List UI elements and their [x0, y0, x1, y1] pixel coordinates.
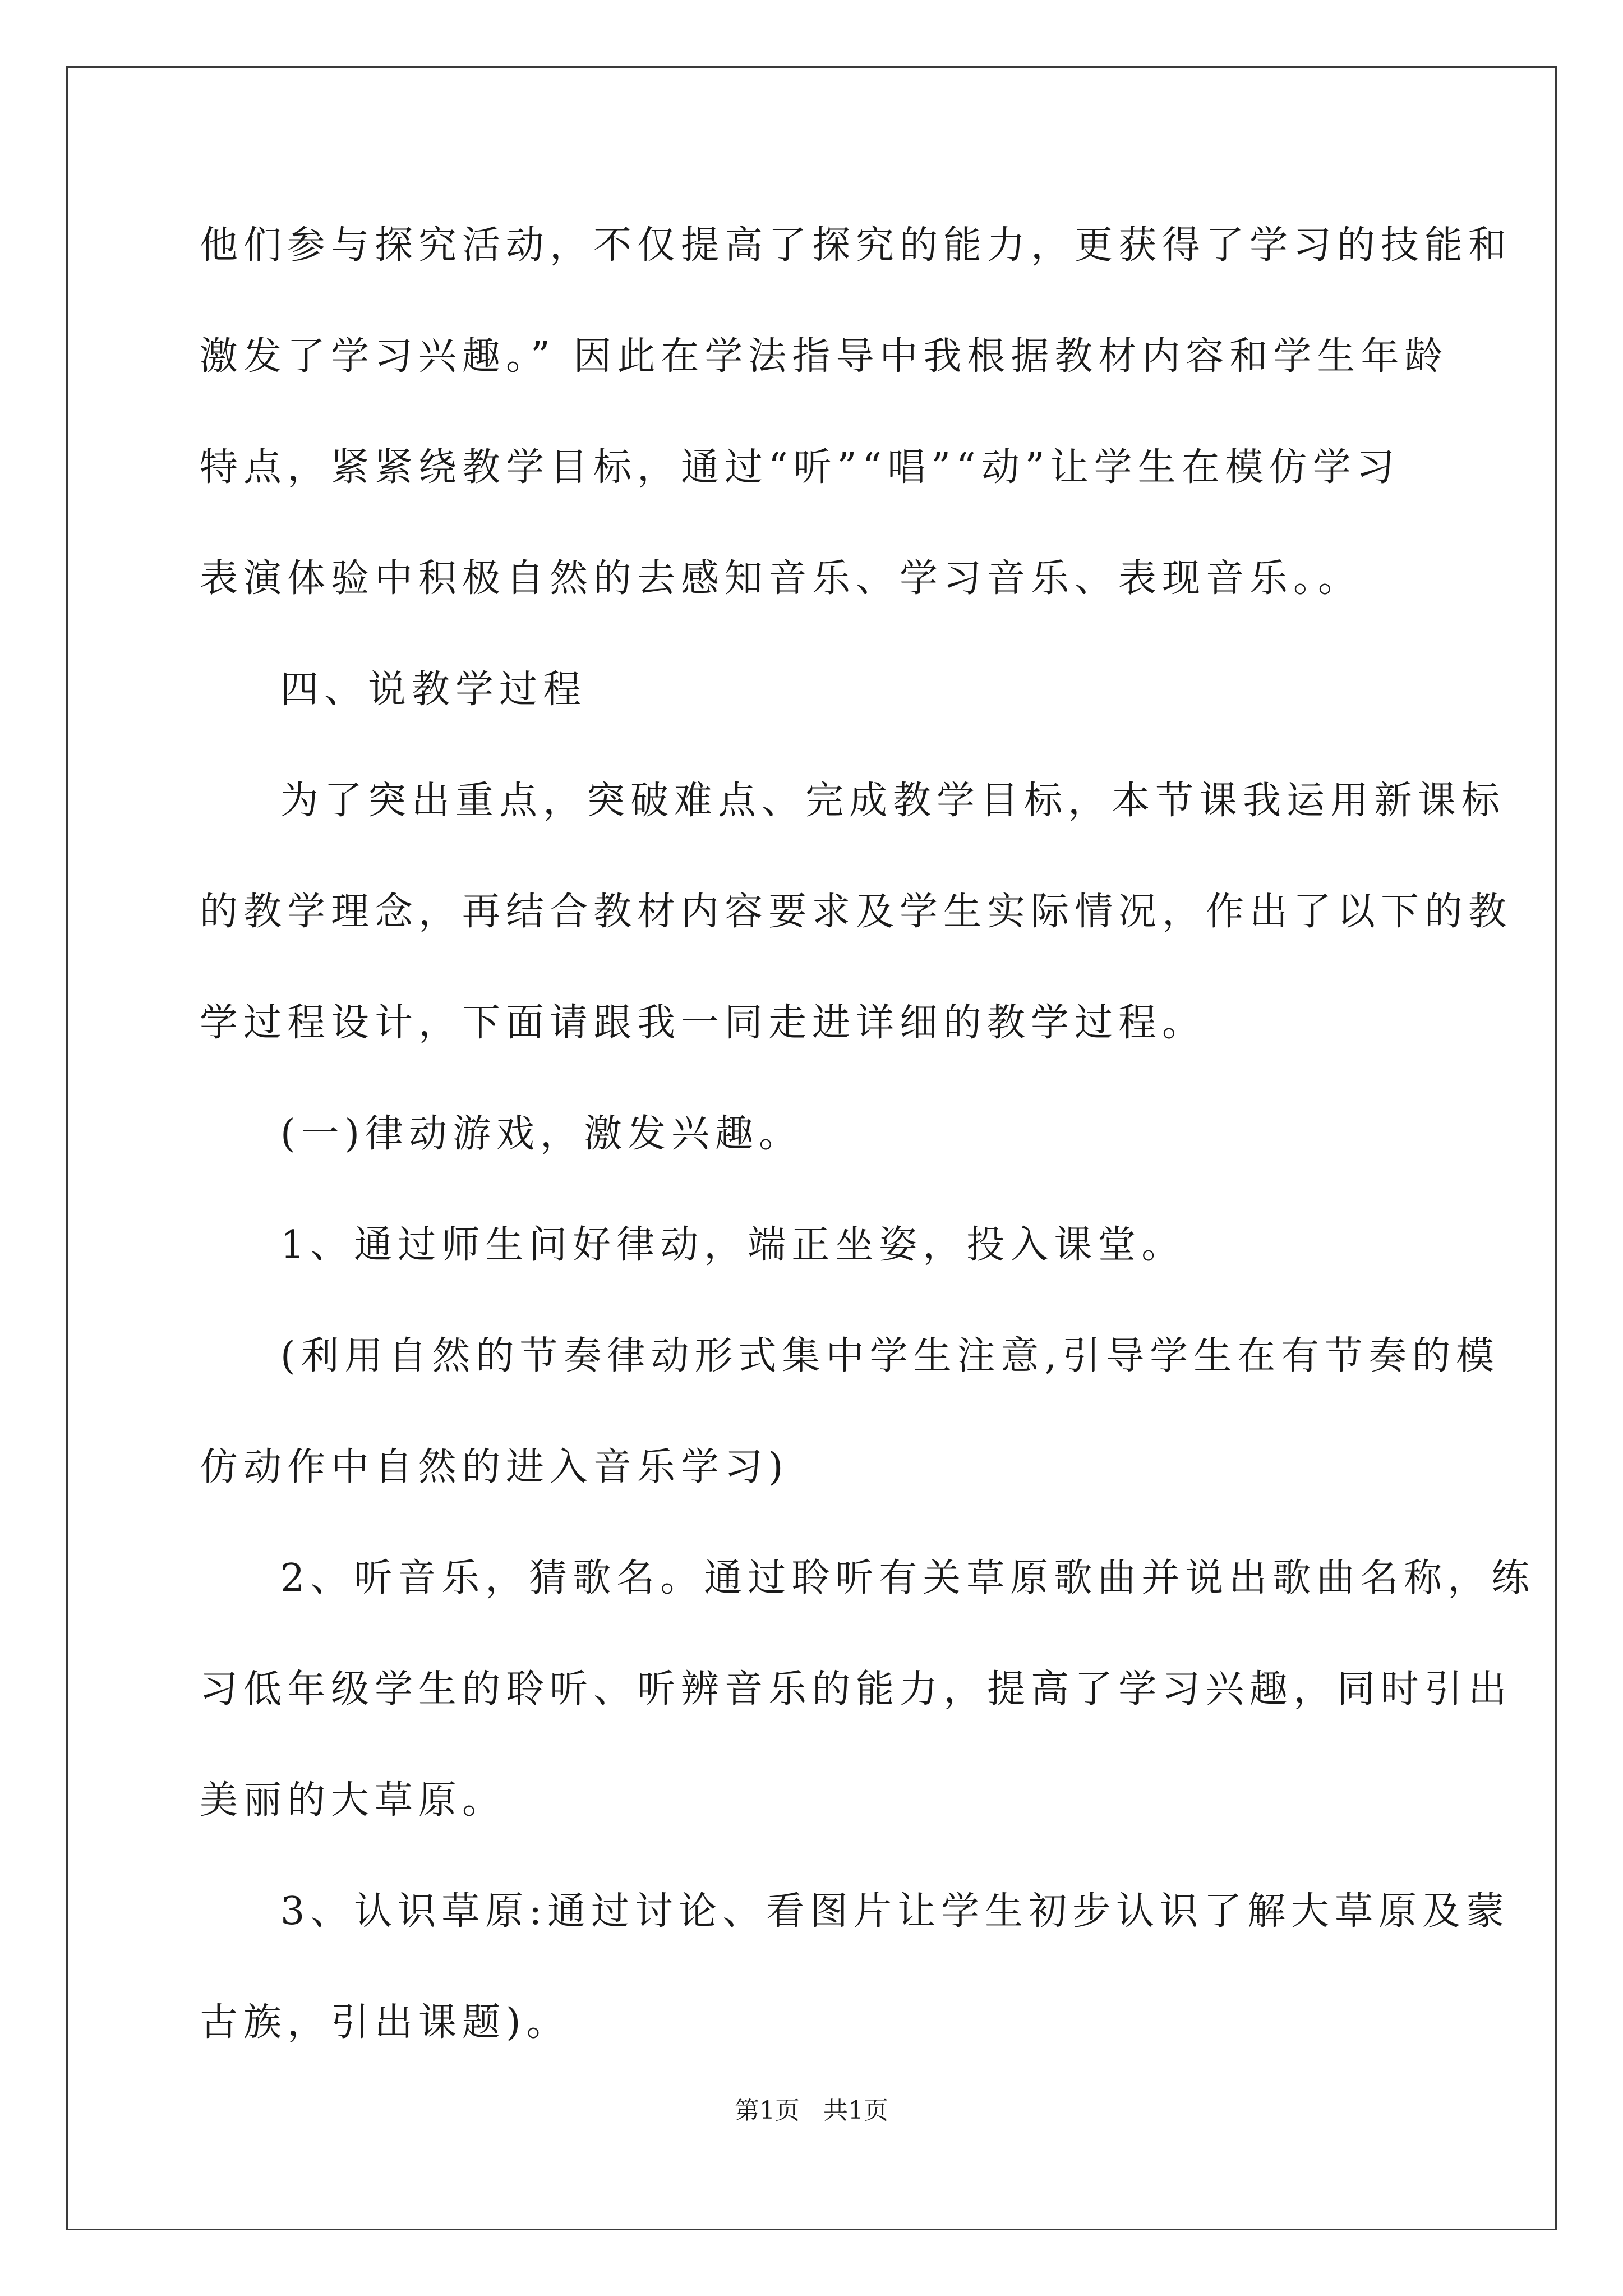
body-line-4: 表演体验中积极自然的去感知音乐、学习音乐、表现音乐。。 [200, 556, 1362, 601]
body-line-6: 为了突出重点，突破难点、完成教学目标，本节课我运用新课标 [280, 779, 1506, 823]
subsection-heading: (一)律动游戏，激发兴趣。 [280, 1112, 803, 1156]
section-heading: 四、说教学过程 [280, 668, 587, 712]
list-item-3: 3、认识草原:通过讨论、看图片让学生初步认识了解大草原及蒙 [280, 1889, 1510, 1934]
body-line-17: 古族，引出课题)。 [200, 2000, 570, 2045]
body-line-8: 学过程设计，下面请跟我一同走进详细的教学过程。 [200, 1001, 1206, 1045]
list-item-1: 1、通过师生问好律动，端正坐姿，投入课堂。 [280, 1223, 1186, 1267]
page-number-footer: 第1页 共1页 [735, 2096, 888, 2125]
body-line-11: (利用自然的节奏律动形式集中学生注意,引导学生在有节奏的模 [280, 1334, 1500, 1378]
body-line-12: 仿动作中自然的进入音乐学习) [200, 1445, 789, 1489]
body-line-15: 美丽的大草原。 [200, 1778, 506, 1823]
body-line-2: 激发了学习兴趣。” 因此在学法指导中我根据教材内容和学生年龄 [200, 334, 1449, 379]
body-line-7: 的教学理念，再结合教材内容要求及学生实际情况，作出了以下的教 [200, 890, 1513, 934]
body-line-14: 习低年级学生的聆听、听辨音乐的能力，提高了学习兴趣，同时引出 [200, 1667, 1513, 1711]
list-item-2: 2、听音乐，猜歌名。通过聆听有关草原歌曲并说出歌曲名称，练 [280, 1556, 1536, 1600]
body-line-3: 特点，紧紧绕教学目标，通过“听”“唱”“动”让学生在模仿学习 [200, 445, 1400, 490]
body-line-1: 他们参与探究活动，不仅提高了探究的能力，更获得了学习的技能和 [200, 223, 1513, 268]
